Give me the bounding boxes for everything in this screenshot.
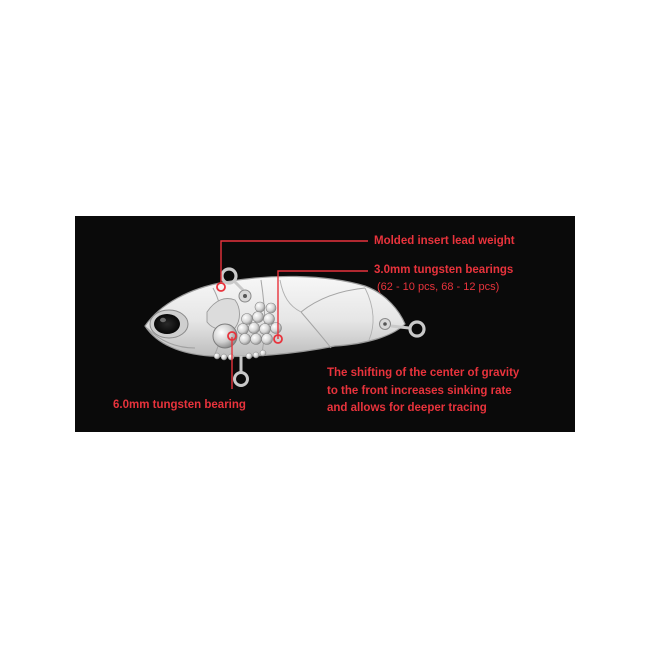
lure-eye bbox=[150, 310, 188, 338]
belly-hook-eye bbox=[235, 356, 248, 386]
callout-3mm-bearings-detail: (62 - 10 pcs, 68 - 12 pcs) bbox=[377, 281, 500, 293]
description-line-3: and allows for deeper tracing bbox=[327, 402, 487, 414]
callout-lead-weight: Molded insert lead weight bbox=[374, 235, 515, 247]
bearing-6mm bbox=[213, 324, 237, 348]
diagram-panel bbox=[75, 216, 575, 432]
description-line-1: The shifting of the center of gravity bbox=[327, 367, 520, 379]
callout-6mm-bearing: 6.0mm tungsten bearing bbox=[113, 399, 246, 411]
description-line-2: to the front increases sinking rate bbox=[327, 384, 512, 397]
description-text bbox=[327, 365, 519, 418]
callout-3mm-bearings: 3.0mm tungsten bearings bbox=[374, 264, 514, 276]
